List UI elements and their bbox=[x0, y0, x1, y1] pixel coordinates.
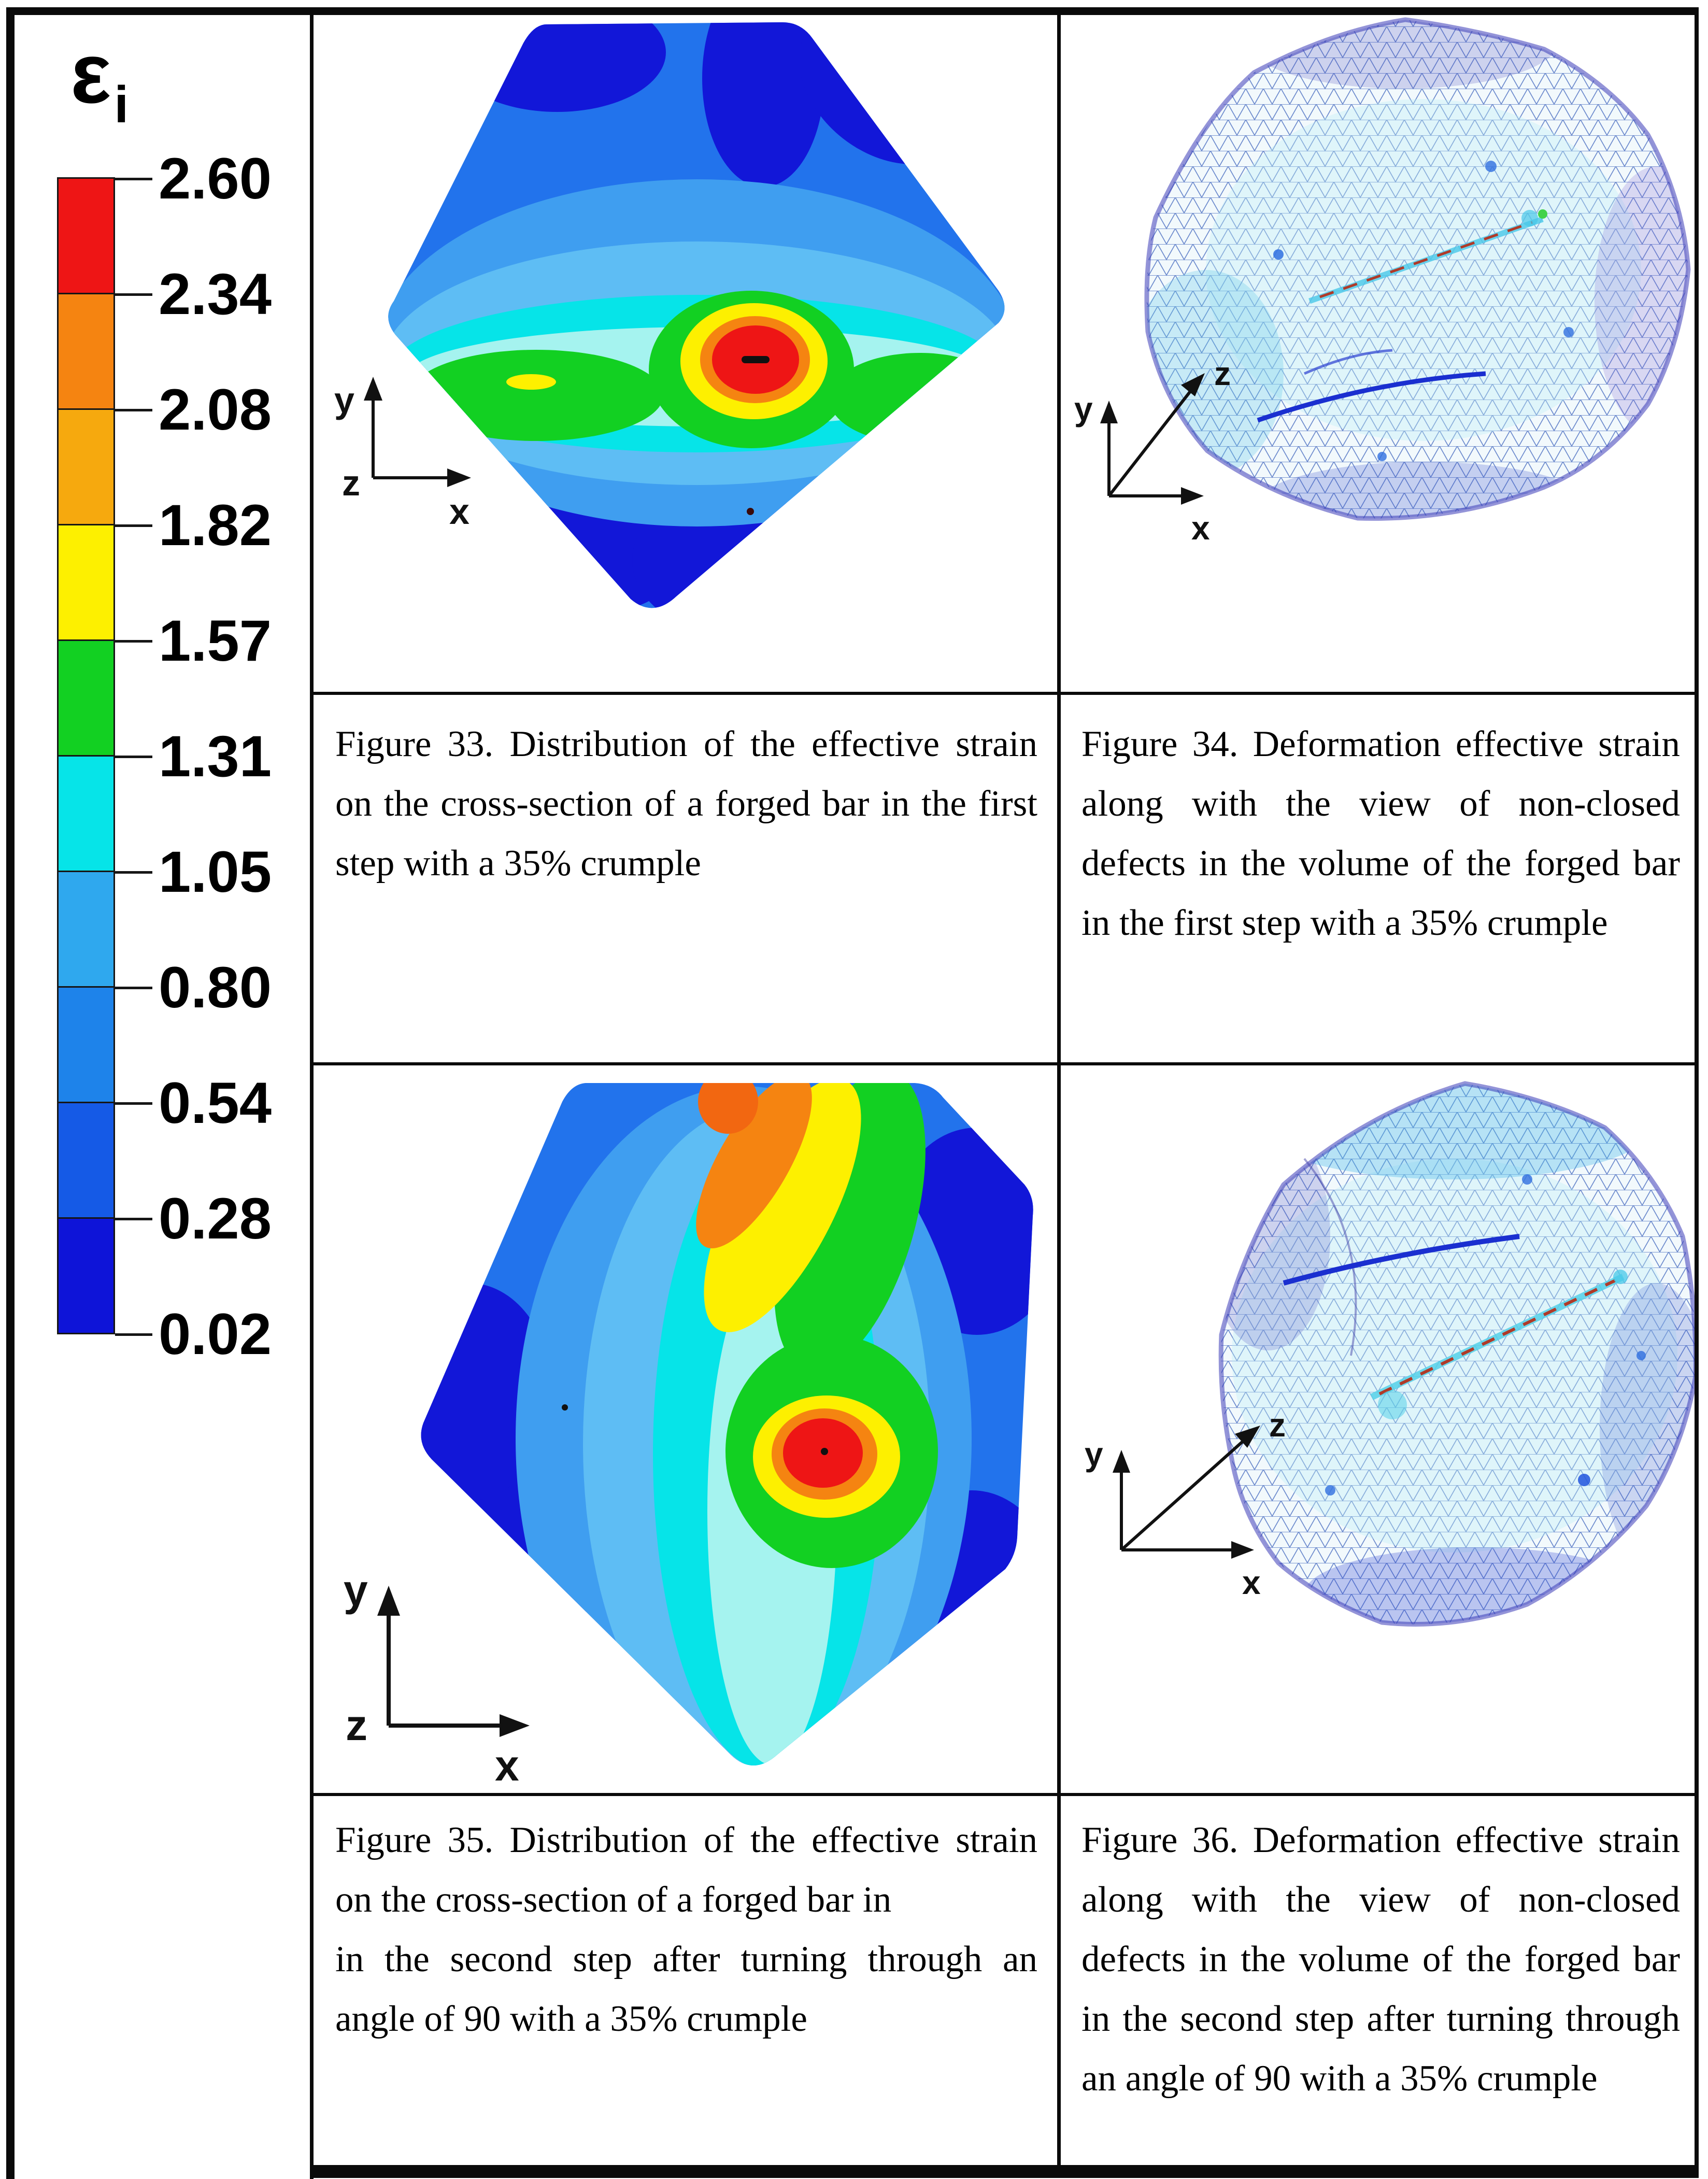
axis-label-x: x bbox=[449, 491, 469, 532]
axis-label-y: y bbox=[344, 1566, 368, 1615]
epsilon-symbol: ε bbox=[70, 25, 111, 121]
legend-tick-label: 2.34 bbox=[159, 262, 272, 326]
legend-tick bbox=[115, 756, 152, 758]
legend-tick-label: 1.82 bbox=[159, 493, 272, 558]
figure-33-contour-plot bbox=[314, 11, 1057, 692]
figure-36-mesh-view bbox=[1061, 1065, 1695, 1793]
table-divider-col2 bbox=[1057, 7, 1061, 2166]
axis-label-x: x bbox=[495, 1741, 519, 1790]
legend-tick bbox=[115, 1102, 152, 1105]
contour-bands-33 bbox=[314, 11, 1057, 692]
legend-tick bbox=[115, 1218, 152, 1220]
axis-label-y: y bbox=[334, 380, 354, 420]
axis-triad-35 bbox=[377, 1586, 530, 1737]
legend-tick bbox=[115, 640, 152, 643]
contour-bands-35 bbox=[314, 1065, 1057, 1793]
axis-label-y: y bbox=[1074, 390, 1093, 428]
legend-tick-label: 0.02 bbox=[159, 1302, 272, 1366]
caption-figure-36: Figure 36. Deformation effective strain along with the view of non-closed defects in the volume of the forged bar in the second step after turning through an angle of 90 with a 35% crumple bbox=[1081, 1820, 1680, 2099]
axis-triad-34 bbox=[1100, 373, 1205, 505]
legend-tick-label: 1.31 bbox=[159, 724, 272, 789]
figure-35-contour-plot bbox=[314, 1065, 1057, 1793]
legend-tick-label: 1.57 bbox=[159, 608, 272, 673]
axis-label-x: x bbox=[1191, 509, 1210, 547]
legend-tick-label: 0.80 bbox=[159, 955, 272, 1020]
legend-tick bbox=[115, 409, 152, 411]
table-border-left bbox=[6, 7, 15, 2179]
legend-tick bbox=[115, 293, 152, 296]
legend-tick bbox=[115, 178, 152, 180]
legend-tick-label: 2.08 bbox=[159, 377, 272, 442]
axis-label-x: x bbox=[1242, 1564, 1261, 1601]
strain-legend bbox=[15, 15, 310, 2179]
legend-tick-label: 1.05 bbox=[159, 839, 272, 904]
legend-tick-label: 2.60 bbox=[159, 146, 272, 211]
legend-tick bbox=[115, 1333, 152, 1336]
legend-tick-label: 0.54 bbox=[159, 1071, 272, 1135]
legend-title bbox=[70, 24, 129, 135]
caption-figure-34: Figure 34. Deformation effective strain along with the view of non-closed defects in the volume of the forged bar in the first step with a 35% crumple bbox=[1081, 724, 1680, 943]
axis-label-y: y bbox=[1085, 1435, 1103, 1473]
figure-34-mesh-view bbox=[1061, 11, 1695, 692]
table-border-bottom bbox=[310, 2165, 1699, 2178]
caption-figure-33: Figure 33. Distribution of the effective strain on the cross-section of a forged bar in the first step with a 35% crumple bbox=[335, 724, 1037, 884]
axis-label-z: z bbox=[1214, 355, 1231, 392]
axis-label-z: z bbox=[342, 463, 360, 503]
legend-colorbar bbox=[57, 179, 115, 1334]
table-border-right bbox=[1695, 7, 1699, 2166]
epsilon-subscript: i bbox=[114, 76, 129, 134]
axis-label-z: z bbox=[346, 1701, 367, 1749]
legend-tick bbox=[115, 871, 152, 874]
legend-tick-label: 0.28 bbox=[159, 1186, 272, 1251]
axis-label-z: z bbox=[1269, 1406, 1286, 1444]
legend-tick bbox=[115, 987, 152, 989]
legend-tick bbox=[115, 524, 152, 527]
caption-figure-35: Figure 35. Distribution of the effective strain on the cross-section of a forged bar in in the second step after turning through an angle of 90 with a 35% crumple bbox=[335, 1820, 1037, 2039]
mesh-body-36 bbox=[1061, 1065, 1695, 1793]
